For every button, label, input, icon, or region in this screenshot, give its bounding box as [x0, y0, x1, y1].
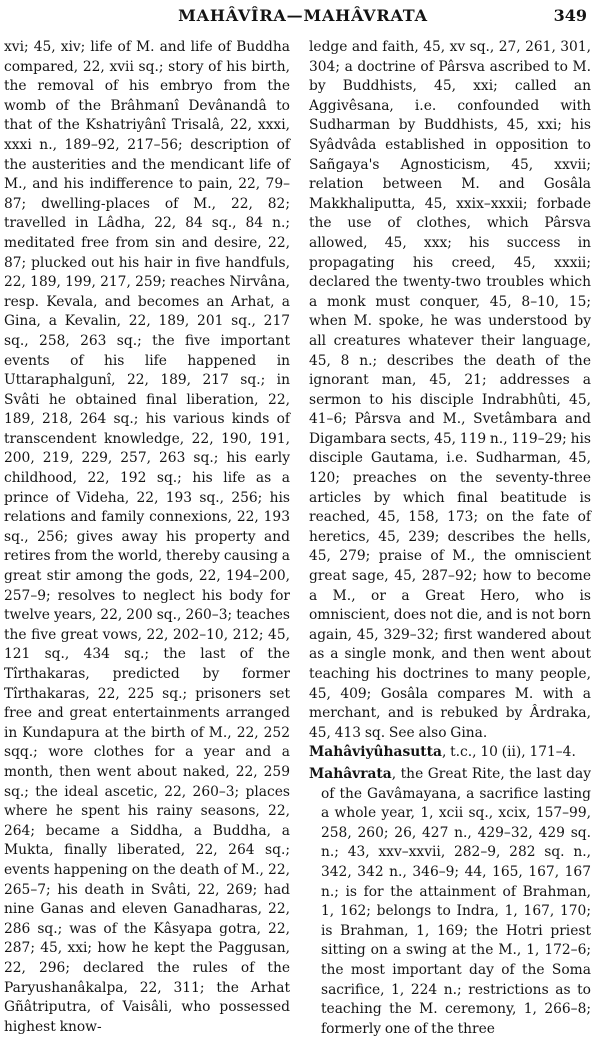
page-header — [0, 4, 606, 32]
entry-headword: Mahâvrata — [309, 765, 392, 782]
index-entry-mahaviyuhasutta — [309, 743, 591, 763]
entry-headword: Mahâviyûhasutta — [309, 744, 442, 761]
mahavira-entry-continuation: xvi; 45, xiv; life of M. and life of Buddha compared, 22, xvii sq.; story of his birth, the removal of his embryo from the womb of the Brâhmanî Devânandâ to that of the Kshatriyânî Trisalâ, 22, xxxi, xxxi n., 189–92, 217–56; description of the austerities and the mendicant life of M., and his indifference to pain, 22, 79–87; dwelling-places of M., 22, 82; travelled in Lâdha, 22, 84 sq., 84 n.; meditated free from sin and desire, 22, 87; plucked out his hair in five handfuls, 22, 189, 199, 217, 259; reaches Nirvâna, resp. Kevala, and becomes an Arhat, a Gina, a Kevalin, 22, 189, 201 sq., 217 sq., 258, 263 sq.; the five important events of his life happened in Uttaraphalgunî, 22, 189, 217 sq.; in Svâti he obtained final liberation, 22, 189, 218, 264 sq.; his various kinds of transcendent knowledge, 22, 190, 191, 200, 219, 229, 257, 263 sq.; his early childhood, 22, 192 sq.; his life as a prince of Videha, 22, 193 sq., 256; his relations and family connexions, 22, 193 sq., 256; gives away his property and retires from the world, thereby causing a great stir among the gods, 22, 194–200, 257–9; resolves to neglect his body for twelve years, 22, 200 sq., 260–3; teaches the five great vows, 22, 202–10, 212; 45, 121 sq., 434 sq.; the last of the Tîrthakaras, predicted by former Tîrthakaras, 22, 225 sq.; prisoners set free and great entertainments arranged in Kundapura at the birth of M., 22, 252 sqq.; wore clothes for a year and a month, then went about naked, 22, 259 sq.; the ideal ascetic, 22, 260–3; places where he spent his rainy seasons, 22, 264; became a Siddha, a Buddha, a Mukta, finally liberated, 22, 264 sq.; events happening on the death of M., 22, 265–7; his death in Svâti, 22, 269; had nine Ganas and eleven Ganadharas, 22, 286 sq.; was of the Kâsyapa gotra, 22, 287; 45, xxi; how he kept the Paggusan, 22, 296; declared the rules of the Paryushanâkalpa, 22, 311; the Arhat Gñâtriputra, of Vaisâli, who possessed highest know- — [4, 39, 290, 1035]
entry-body: , the Great Rite, the last day of the Gavâmayana, a sacrifice lasting a whole year, 1, xcii sq., xcix, 157–99, 258, 260; 26, 427 n., 429–32, 429 sq. n.; 43, xxv–xxvii, 282–9, 282 sq. n., 342, 342 n., 346–9; 44, 165, 167, 167 n.; is for the attainment of Brahman, 1, 162; belongs to Indra, 1, 167, 170; is Brahman, 1, 169; the Hotri priest sitting on a swing at the M., 1, 172–6; the most important day of the Soma sacrifice, 1, 224 n.; restrictions as to teaching the M. ceremony, 1, 266–8; formerly one of the three — [321, 765, 591, 1037]
mahavira-entry-continuation-2: ledge and faith, 45, xv sq., 27, 261, 301, 304; a doctrine of Pârsva ascribed to M. by Buddhists, 45, xxi; called an Aggivêsana, i.e. confounded with Sudharman by Buddhists, 45, xxi; his Syâdvâda established in opposition to Sañgaya's Agnosticism, 45, xxvii; relation between M. and Gosâla Makkhaliputta, 45, xxix–xxxii; forbade the use of clothes, which Pârsva allowed, 45, xxx; his success in propagating his creed, 45, xxxii; declared the twenty-two troubles which a monk must conquer, 45, 8–10, 15; when M. spoke, he was understood by all creatures whatever their language, 45, 8 n.; describes the death of the ignorant man, 45, 21; addresses a sermon to his disciple Indrabhûti, 45, 41–6; Pârsva and M., Svetâmbara and Digambara sects, 45, 119 n., 119–29; his disciple Gautama, i.e. Sudharman, 45, 120; preaches on the seventy-three articles by which final beatitude is reached, 45, 158, 173; on the fate of heretics, 45, 239; describes the hells, 45, 279; praise of M., the omniscient great sage, 45, 287–92; how to become a M., or a Great Hero, who is omniscient, does not die, and is not born again, 45, 329–32; first wandered about as a single monk, and then went about teaching his doctrines to many people, 45, 409; Gosâla compares M. with a merchant, and is rebuked by Ârdraka, 45, 413 sq. See also Gina. — [309, 39, 591, 741]
left-column — [4, 38, 290, 1037]
entry-body: , t.c., 10 (ii), 171–4. — [441, 744, 576, 761]
index-entry-mahavrata — [309, 765, 591, 1039]
page-number: 349 — [553, 6, 587, 25]
right-column — [309, 38, 591, 1039]
running-head: MAHÂVÎRA—MAHÂVRATA — [178, 6, 428, 25]
